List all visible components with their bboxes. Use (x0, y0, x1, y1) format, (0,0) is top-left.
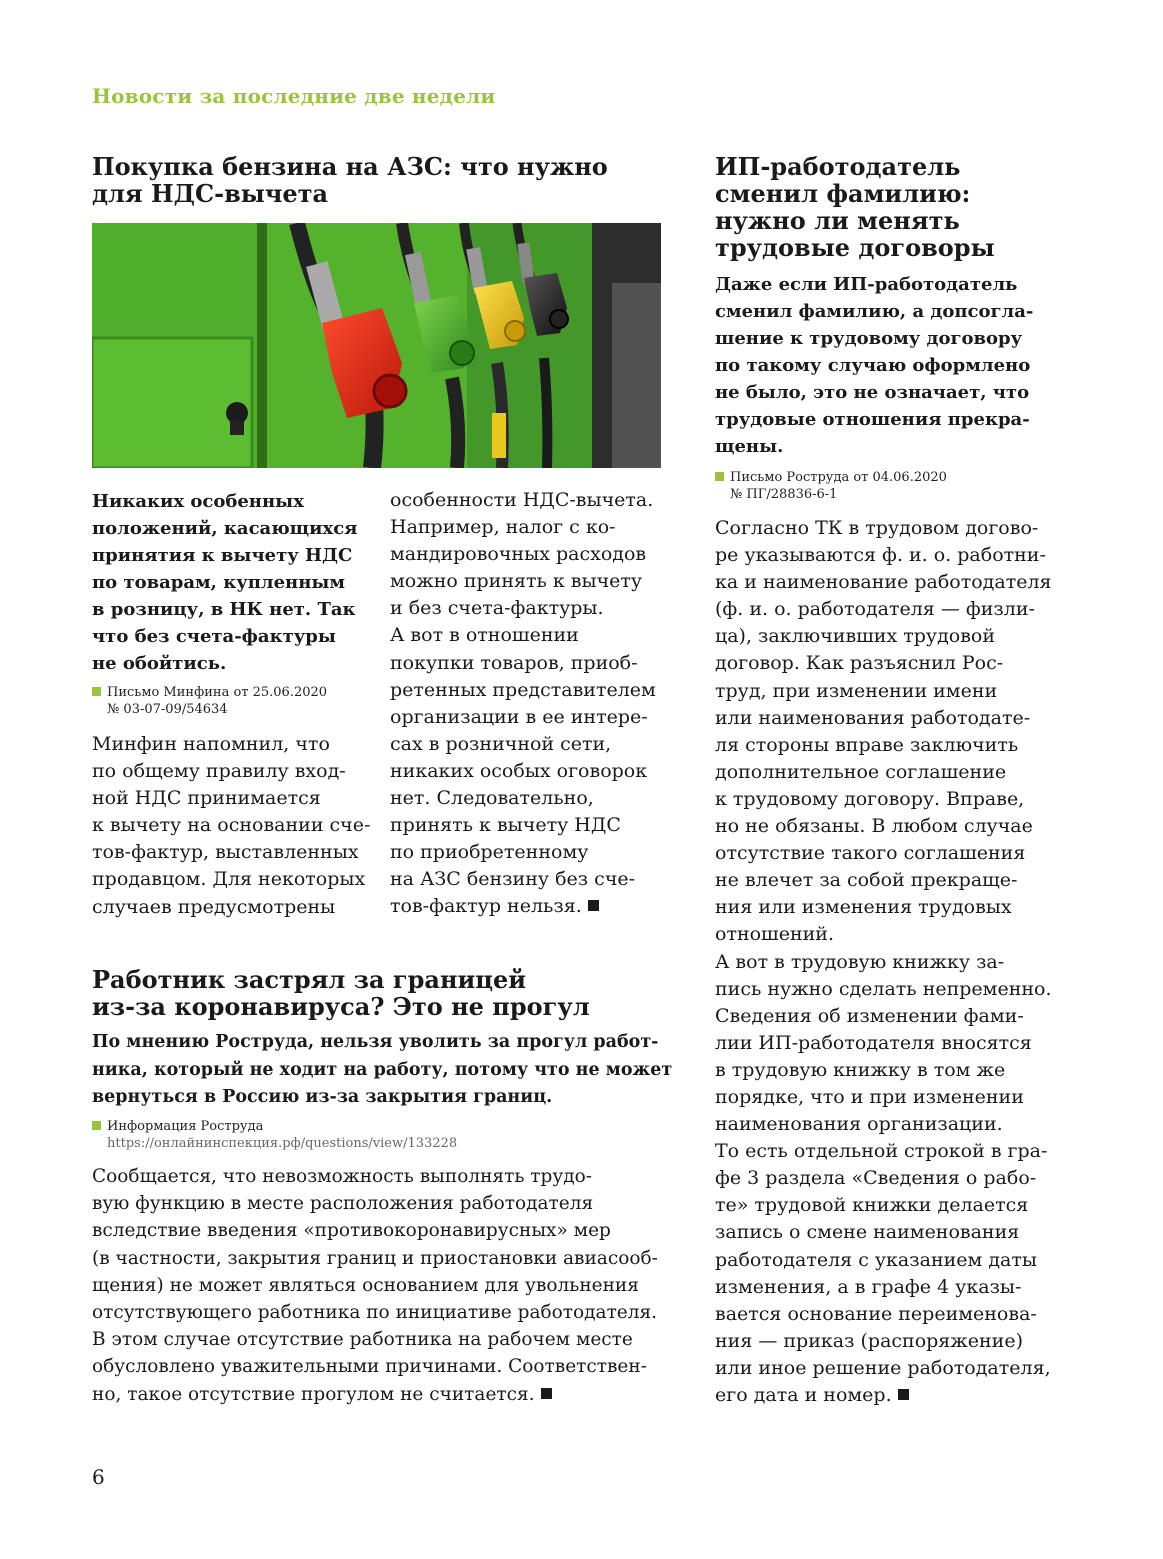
article1-source-number: № 03-07-09/54634 (107, 702, 228, 717)
article2-source (92, 1118, 677, 1152)
end-mark-icon (898, 1389, 909, 1400)
article3-source-title: Письмо Роструда от 04.06.2020 (730, 470, 947, 485)
article-title-coronavirus-absence: Работник застрял за границей из-за коронавируса? Это не прогул (92, 965, 590, 1021)
article-title-ip-employer-surname: ИП-работодатель сменил фамилию: нужно ли менять трудовые договоры (715, 152, 995, 262)
article3-lead: Даже если ИП-работодатель сменил фамилию, а допсогла- шение к трудовому договору по такому случаю оформлено не было, это не означает, что трудовые отношения прекра- щены. (715, 274, 1034, 457)
article3-body-text: Согласно ТК в трудовом догово- ре указываются ф. и. о. работни- ка и наименование работодателя (ф. и. о. работодателя — физли- ца), заключивших трудовой договор. Как разъяснил Рос- труд, при изменении имени или наименования работодате- ля стороны вправе заключить дополнительное соглашение к трудовому договору. Вправе, но не обязаны. В любом случае отсутствие такого соглашения не влечет за собой прекраще- ния или изменения трудовых отношений. А вот в трудовую книжку за- пись нужно сделать непременно. Сведения об изменении фами- лии ИП-работодателя вносятся в трудовую книжку в том же порядке, что и при изменении наименования организации. То есть отдельной строкой в гра- фе 3 раздела «Сведения о рабо- те» трудовой книжки делается запись о смене наименования работодателя с указанием даты изменения, а в графе 4 указы- вается основание переименова- ния — приказ (распоряжение) или иное решение работодателя, его дата и номер. (715, 517, 1052, 1406)
article1-body-col2 (390, 487, 665, 921)
article3-source (715, 469, 1055, 503)
article2-lead: По мнению Роструда, нельзя уволить за прогул работ- ника, который не ходит на работу, потому что не может вернуться в Россию из-за закрытия границ. (92, 1032, 673, 1107)
article1-body-col1: Минфин напомнил, что по общему правилу вход- ной НДС принимается к вычету на основании сче- тов-фактур, выставленных продавцом. Для некоторых случаев предусмотрены (92, 733, 371, 918)
fuel-pump-illustration (92, 223, 661, 468)
end-mark-icon (541, 1388, 552, 1399)
bullet-square-icon (715, 472, 724, 481)
article1-body-col2-text: особенности НДС-вычета. Например, налог с ко- мандировочных расходов можно принять к вычету и без счета-фактуры. А вот в отношении покупки товаров, приоб- ретенных представителем организации в ее интере- сах в розничной сети, никаких особых оговорок нет. Следовательно, принять к вычету НДС по приобретенному на АЗС бензину без сче- тов-фактур нельзя. (390, 489, 656, 918)
article1-lead: Никаких особенных положений, касающихся принятия к вычету НДС по товарам, купленным в розницу, в НК нет. Так что без счета-фактуры не обойтись. (92, 491, 358, 674)
page-number: 6 (92, 1465, 105, 1489)
bullet-square-icon (92, 687, 101, 696)
article2-body (92, 1163, 677, 1408)
article1-source (92, 684, 382, 718)
article3-body (715, 515, 1060, 1409)
fuel-pump-image (92, 223, 661, 468)
bullet-square-icon (92, 1121, 101, 1130)
end-mark-icon (588, 900, 599, 911)
section-title: Новости за последние две недели (92, 84, 496, 108)
article1-source-title: Письмо Минфина от 25.06.2020 (107, 685, 328, 700)
article2-source-title: Информация Роструда (107, 1119, 264, 1134)
article2-body-text: Сообщается, что невозможность выполнять трудо- вую функцию в месте расположения работодателя вследствие введения «противокоронавирусных» мер (в частности, закрытия границ и приостановки авиасооб- щения) не может являться основанием для увольнения отсутствующего работника по инициативе работодателя. В этом случае отсутствие работника на рабочем месте обусловлено уважительными причинами. Соответствен- но, такое отсутствие прогулом не считается. (92, 1166, 658, 1405)
article2-source-link[interactable]: https://онлайнинспекция.рф/questions/view/133228 (107, 1136, 458, 1151)
article-title-fuel-vat: Покупка бензина на АЗС: что нужно для НДС-вычета (92, 152, 608, 208)
article3-source-number: № ПГ/28836-6-1 (730, 487, 838, 502)
